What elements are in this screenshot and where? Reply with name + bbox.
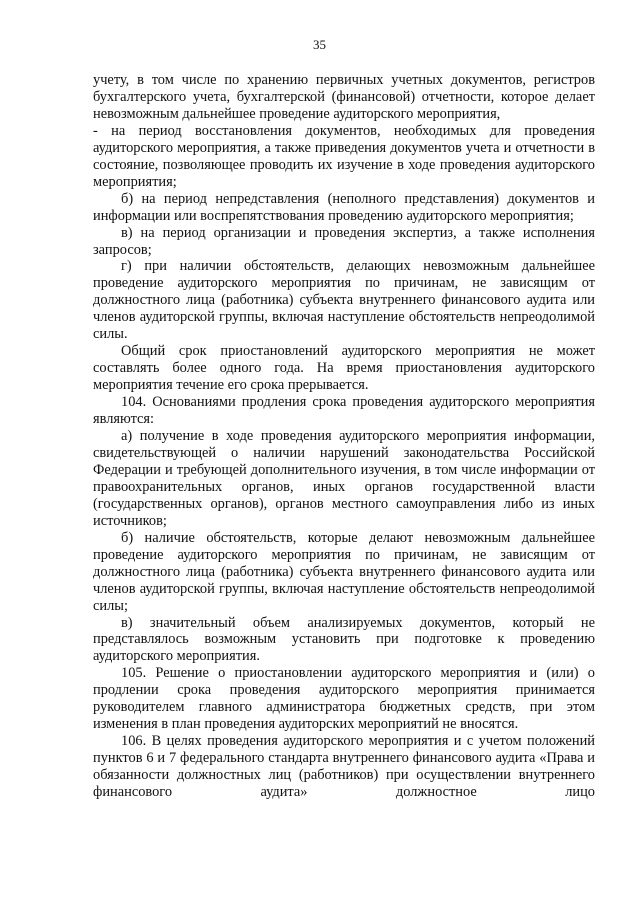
paragraph-104-v: в) значительный объем анализируемых документов, который не представлялось возможным установить при подготовке к проведению аудиторского мероприятия. — [93, 614, 595, 665]
document-body — [93, 72, 595, 801]
paragraph-106: 106. В целях проведения аудиторского мероприятия и с учетом положений пунктов 6 и 7 федерального стандарта внутреннего финансового аудита «Права и обязанности должностных лиц (работников) при осуществлении внутреннего финансового аудита» должностное лицо — [93, 733, 595, 801]
paragraph-dash-item: - на период восстановления документов, необходимых для проведения аудиторского мероприятия, а также приведения документов учета и отчетности в состояние, позволяющее проводить их изучение в ходе проведения аудиторского мероприятия; — [93, 122, 595, 190]
paragraph-item-b: б) на период непредставления (неполного представления) документов и информации или воспрепятствования проведению аудиторского мероприятия; — [93, 190, 595, 224]
paragraph-item-v: в) на период организации и проведения экспертиз, а также исполнения запросов; — [93, 224, 595, 258]
paragraph-continuation: учету, в том числе по хранению первичных учетных документов, регистров бухгалтерского учета, бухгалтерской (финансовой) отчетности, которое делает невозможным дальнейшее проведение аудиторского мероприятия, — [93, 72, 595, 122]
paragraph-104-a: а) получение в ходе проведения аудиторского мероприятия информации, свидетельствующей о наличии нарушений законодательства Российской Федерации и требующей дополнительного изучения, в том числе информации от правоохранительных органов, иных органов государственной власти (государственных органов), органов местного самоуправления либо из иных источников; — [93, 428, 595, 529]
paragraph-105: 105. Решение о приостановлении аудиторского мероприятия и (или) о продлении срока проведения аудиторского мероприятия принимается руководителем главного администратора бюджетных средств, при этом изменения в план проведения аудиторских мероприятий не вносятся. — [93, 665, 595, 733]
paragraph-item-g: г) при наличии обстоятельств, делающих невозможным дальнейшее проведение аудиторского мероприятия по причинам, не зависящим от должностного лица (работника) субъекта внутреннего финансового аудита или членов аудиторской группы, включая наступление обстоятельств непреодолимой силы. — [93, 258, 595, 343]
paragraph-104: 104. Основаниями продления срока проведения аудиторского мероприятия являются: — [93, 394, 595, 428]
paragraph-total-suspension: Общий срок приостановлений аудиторского мероприятия не может составлять более одного года. На время приостановления аудиторского мероприятия течение его срока прерывается. — [93, 343, 595, 394]
page-number: 35 — [313, 37, 326, 52]
paragraph-104-b: б) наличие обстоятельств, которые делают невозможным дальнейшее проведение аудиторского мероприятия по причинам, не зависящим от должностного лица (работника) субъекта внутреннего финансового аудита или членов аудиторской группы, включая наступление обстоятельств непреодолимой силы; — [93, 529, 595, 614]
